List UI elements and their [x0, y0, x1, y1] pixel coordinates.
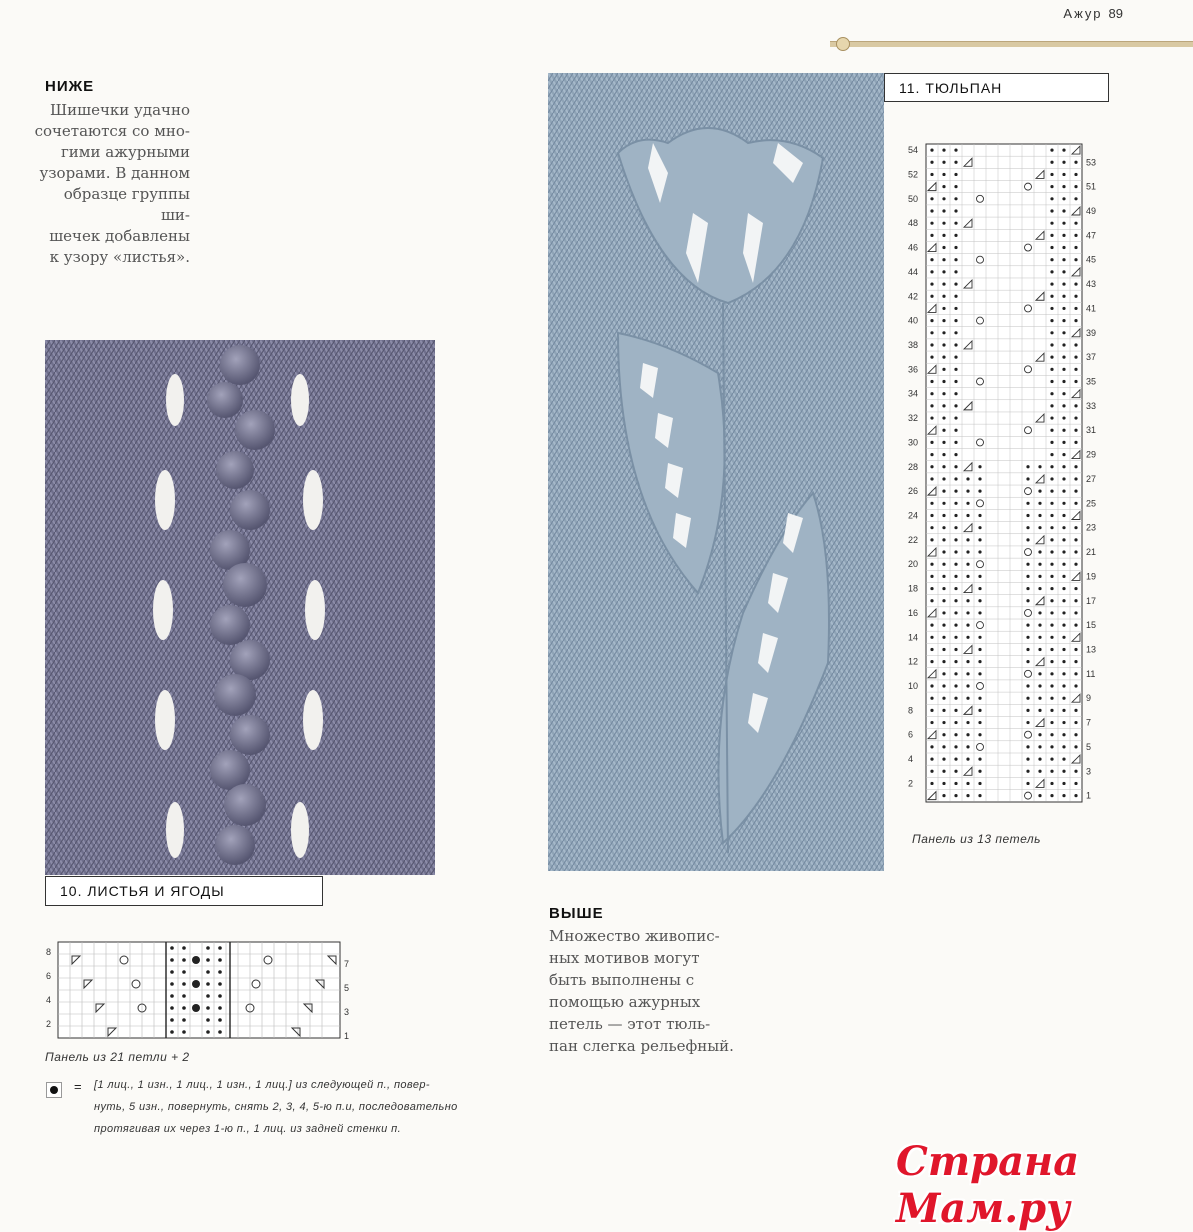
row-number: 4 [46, 995, 52, 1005]
left-note-line: шечек добавлены [49, 227, 190, 245]
page-number: 89 [1108, 6, 1123, 21]
row-number: 3 [344, 1007, 350, 1017]
pattern-11-caption: Панель из 13 петель [912, 832, 1041, 846]
pattern-11-chart [900, 140, 1100, 810]
header-rule-knob [836, 37, 850, 51]
row-number: 11 [1086, 668, 1096, 679]
right-note-title: ВЫШЕ [549, 905, 604, 922]
row-number: 8 [46, 947, 52, 957]
row-number: 30 [908, 437, 919, 448]
row-number: 2 [908, 778, 914, 789]
row-number: 50 [908, 193, 919, 204]
left-note-line: гими ажурными [60, 143, 190, 161]
legend-equals: = [74, 1079, 82, 1094]
pattern-10-chart [40, 938, 360, 1048]
row-number: 43 [1086, 279, 1097, 290]
tulip-photo [548, 73, 884, 871]
row-number: 18 [908, 583, 919, 594]
row-number: 28 [908, 461, 919, 472]
row-number: 53 [1086, 157, 1097, 168]
header-rule [830, 41, 1193, 47]
row-number: 51 [1086, 181, 1097, 192]
row-number: 44 [908, 266, 919, 277]
row-number: 7 [344, 959, 350, 969]
chart-10-right-numbers [344, 952, 349, 1048]
left-note-line: узорами. В данном [39, 164, 190, 182]
row-number: 6 [908, 729, 914, 740]
left-note-line: сочетаются со мно- [34, 122, 190, 140]
row-number: 22 [908, 534, 919, 545]
right-note-line: петель — этот тюль- [549, 1015, 711, 1033]
row-number: 3 [1086, 766, 1092, 777]
row-number: 45 [1086, 254, 1097, 265]
leaves-berries-photo [45, 340, 435, 875]
left-note-text [30, 100, 190, 268]
row-number: 1 [1086, 790, 1092, 801]
row-number: 49 [1086, 205, 1097, 216]
row-number: 6 [46, 971, 52, 981]
row-number: 46 [908, 242, 919, 253]
row-number: 42 [908, 291, 919, 302]
left-note-title: НИЖЕ [45, 78, 95, 95]
pattern-10-legend [94, 1074, 494, 1140]
row-number: 1 [344, 1031, 350, 1041]
row-number: 2 [46, 1019, 52, 1029]
row-number: 29 [1086, 449, 1097, 460]
row-number: 52 [908, 169, 919, 180]
legend-line: нуть, 5 изн., повернуть, снять 2, 3, 4, 5-ю п.и, последовательно [94, 1101, 458, 1113]
legend-line: протягивая их через 1-ю п., 1 лиц. из задней стенки п. [94, 1123, 402, 1135]
row-number: 21 [1086, 547, 1097, 558]
row-number: 48 [908, 218, 919, 229]
row-number: 12 [908, 656, 919, 667]
left-note-line: Шишечки удачно [50, 101, 190, 119]
pattern-11-label: 11. ТЮЛЬПАН [884, 73, 1109, 102]
row-number: 36 [908, 364, 919, 375]
row-number: 54 [908, 145, 919, 156]
row-number: 16 [908, 607, 919, 618]
row-number: 34 [908, 388, 919, 399]
row-number: 25 [1086, 498, 1097, 509]
pattern-10-caption: Панель из 21 петли + 2 [45, 1050, 190, 1064]
row-number: 37 [1086, 352, 1097, 363]
pattern-10-label: 10. ЛИСТЬЯ И ЯГОДЫ [45, 876, 323, 906]
right-note-line: быть выполнены с [549, 971, 695, 989]
row-number: 4 [908, 754, 914, 765]
right-note-line: ных мотивов могут [549, 949, 700, 967]
section-title: Ажур [1063, 6, 1103, 21]
row-number: 35 [1086, 376, 1097, 387]
row-number: 41 [1086, 303, 1097, 314]
running-header [1063, 6, 1123, 21]
row-number: 9 [1086, 693, 1092, 704]
left-note-line: к узору «листья». [49, 248, 190, 266]
chart-10-left-numbers [46, 940, 51, 1036]
row-number: 26 [908, 486, 919, 497]
row-number: 23 [1086, 522, 1097, 533]
row-number: 47 [1086, 230, 1097, 241]
bobble-symbol-icon [46, 1082, 62, 1098]
row-number: 10 [908, 681, 919, 692]
row-number: 33 [1086, 400, 1097, 411]
left-note-line: образце группы ши- [63, 185, 190, 224]
row-number: 8 [908, 705, 914, 716]
row-number: 5 [344, 983, 350, 993]
row-number: 5 [1086, 741, 1092, 752]
row-number: 27 [1086, 473, 1097, 484]
right-note-text [549, 925, 749, 1057]
right-note-line: Множество живопис- [549, 927, 720, 945]
row-number: 20 [908, 559, 919, 570]
site-watermark: Страна Мам.ру [896, 1138, 1080, 1232]
right-note-line: помощью ажурных [549, 993, 701, 1011]
row-number: 13 [1086, 644, 1097, 655]
row-number: 19 [1086, 571, 1097, 582]
row-number: 14 [908, 632, 919, 643]
row-number: 24 [908, 510, 919, 521]
right-note-line: пан слегка рельефный. [549, 1037, 734, 1055]
row-number: 38 [908, 339, 919, 350]
row-number: 39 [1086, 327, 1097, 338]
legend-line: [1 лиц., 1 изн., 1 лиц., 1 изн., 1 лиц.] из следующей п., повер- [94, 1079, 430, 1091]
row-number: 31 [1086, 425, 1097, 436]
row-number: 40 [908, 315, 919, 326]
row-number: 15 [1086, 620, 1097, 631]
row-number: 7 [1086, 717, 1092, 728]
row-number: 17 [1086, 595, 1097, 606]
row-number: 32 [908, 413, 919, 424]
